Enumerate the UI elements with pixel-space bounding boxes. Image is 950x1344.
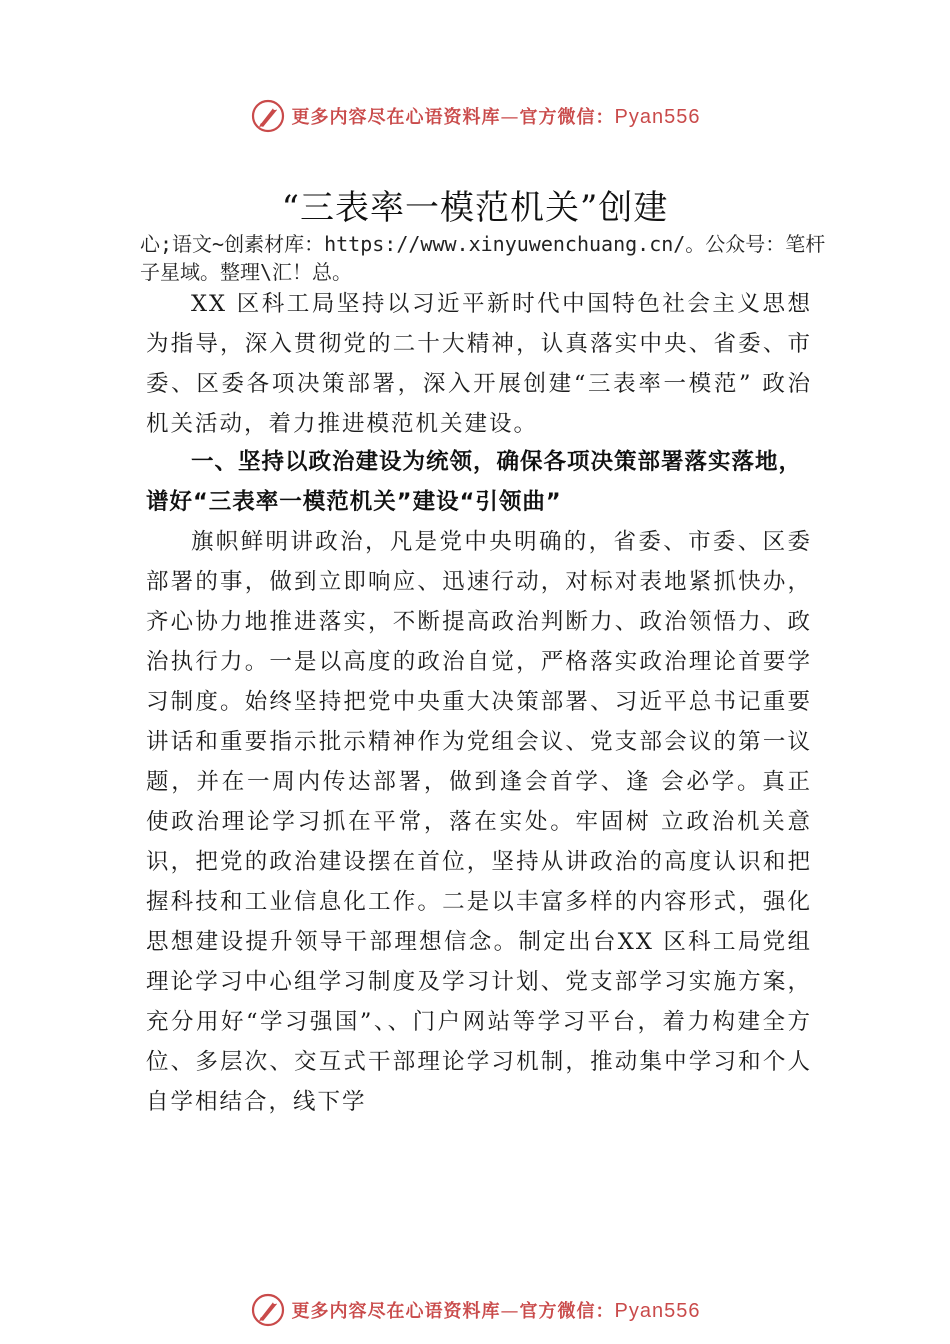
pen-nib-logo-icon <box>250 98 286 134</box>
footer-watermark-banner <box>0 1288 950 1332</box>
source-note: 心;语文~创素材库：https://www.xinyuwenchuang.cn/。公众号：笔杆子星域。整理\汇！总。 <box>140 232 826 284</box>
banner-main-text: 更多内容尽在心语资料库 <box>291 1301 501 1322</box>
banner-separator: — <box>500 107 520 128</box>
banner-handle: Pyan556 <box>614 106 701 128</box>
header-watermark-banner <box>0 94 950 138</box>
banner-separator: — <box>500 1301 520 1322</box>
document-title: “三表率一模范机关”创建 <box>281 188 669 228</box>
banner-main-text: 更多内容尽在心语资料库 <box>291 107 501 128</box>
section-body-paragraph: 旗帜鲜明讲政治，凡是党中央明确的，省委、市委、区委部署的事，做到立即响应、迅速行动，对标对表地紧抓快办，齐心协力地推进落实，不断提高政治判断力、政治领悟力、政治执行力。一是以高度的政治自觉，严格落实政治理论首要学习制度。始终坚持把党中央重大决策部署、习近平总书记重要讲话和重要指示批示精神作为党组会议、党支部会议的第一议题，并在一周内传达部署，做到逢会首学、逢 会必学。真正使政治理论学习抓在平常，落在实处。牢固树 立政治机关意识，把党的政治建设摆在首位，坚持从讲政治的高度认识和把握科技和工业信息化工作。二是以丰富多样的内容形式，强化思想建设提升领导干部理想信念。制定出台XX 区科工局党组理论学习中心组学习制度及学习计划、党支部学习实施方案，充分用好“学习强国”、、门户网站等学习平台，着力构建全方位、多层次、交互式干部理论学习机制，推动集中学习和个人自学相结合，线下学 <box>146 529 812 1115</box>
banner-label <box>292 103 701 129</box>
banner-contact-text: 官方微信： <box>519 107 615 128</box>
section-heading: 一、坚持以政治建设为统领，确保各项决策部署落实落地，谱好“三表率一模范机关”建设“引领曲” <box>146 449 803 515</box>
banner-handle: Pyan556 <box>614 1300 701 1322</box>
intro-paragraph: XX 区科工局坚持以习近平新时代中国特色社会主义思想为指导，深入贯彻党的二十大精神，认真落实中央、省委、市委、区委各项决策部署，深入开展创建“三表率一模范” 政治机关活动，着力推进模范机关建设。 <box>146 291 812 437</box>
banner-label <box>292 1297 701 1323</box>
banner-contact-text: 官方微信： <box>519 1301 615 1322</box>
pen-nib-logo-icon <box>250 1292 286 1328</box>
